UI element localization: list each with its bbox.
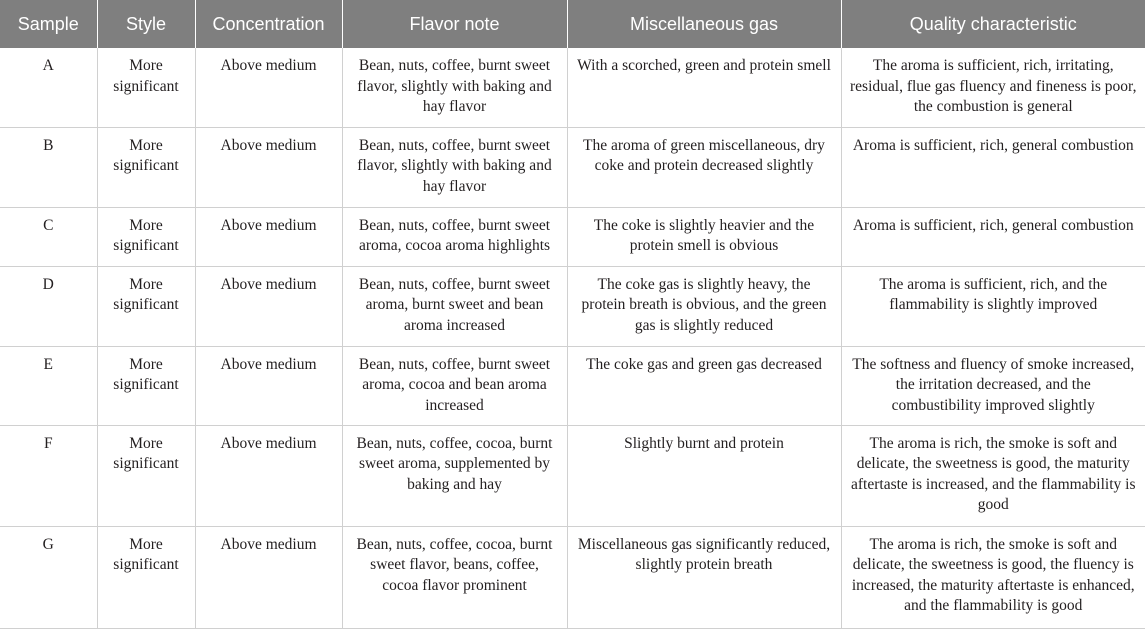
table-row bbox=[0, 48, 1145, 127]
cell-concentration: Above medium bbox=[195, 48, 342, 127]
cell-concentration: Above medium bbox=[195, 425, 342, 526]
cell-style: More significant bbox=[97, 425, 195, 526]
header-miscellaneous-gas: Miscellaneous gas bbox=[567, 0, 841, 48]
cell-miscellaneous-gas: Miscellaneous gas significantly reduced, slightly protein breath bbox=[567, 526, 841, 628]
table-row bbox=[0, 207, 1145, 266]
cell-flavor-note: Bean, nuts, coffee, burnt sweet aroma, burnt sweet and bean aroma increased bbox=[342, 266, 567, 346]
cell-quality-characteristic: Aroma is sufficient, rich, general combustion bbox=[841, 127, 1145, 207]
cell-sample: B bbox=[0, 127, 97, 207]
cell-miscellaneous-gas: Slightly burnt and protein bbox=[567, 425, 841, 526]
cell-miscellaneous-gas: The coke gas and green gas decreased bbox=[567, 346, 841, 425]
cell-concentration: Above medium bbox=[195, 127, 342, 207]
header-flavor-note: Flavor note bbox=[342, 0, 567, 48]
cell-style: More significant bbox=[97, 127, 195, 207]
cell-style: More significant bbox=[97, 266, 195, 346]
cell-flavor-note: Bean, nuts, coffee, cocoa, burnt sweet aroma, supplemented by baking and hay bbox=[342, 425, 567, 526]
table-row bbox=[0, 266, 1145, 346]
header-style: Style bbox=[97, 0, 195, 48]
table-header bbox=[0, 0, 1145, 48]
cell-miscellaneous-gas: The aroma of green miscellaneous, dry coke and protein decreased slightly bbox=[567, 127, 841, 207]
cell-flavor-note: Bean, nuts, coffee, burnt sweet aroma, cocoa and bean aroma increased bbox=[342, 346, 567, 425]
cell-concentration: Above medium bbox=[195, 207, 342, 266]
table-row bbox=[0, 346, 1145, 425]
cell-flavor-note: Bean, nuts, coffee, burnt sweet flavor, slightly with baking and hay flavor bbox=[342, 48, 567, 127]
cell-concentration: Above medium bbox=[195, 266, 342, 346]
cell-quality-characteristic: The aroma is rich, the smoke is soft and delicate, the sweetness is good, the maturity aftertaste is increased, and the flammability is good bbox=[841, 425, 1145, 526]
cell-sample: E bbox=[0, 346, 97, 425]
cell-miscellaneous-gas: The coke is slightly heavier and the protein smell is obvious bbox=[567, 207, 841, 266]
cell-sample: A bbox=[0, 48, 97, 127]
header-quality-characteristic: Quality characteristic bbox=[841, 0, 1145, 48]
cell-sample: G bbox=[0, 526, 97, 628]
cell-quality-characteristic: The aroma is sufficient, rich, irritating, residual, flue gas fluency and fineness is poor, the combustion is general bbox=[841, 48, 1145, 127]
cell-sample: F bbox=[0, 425, 97, 526]
header-sample: Sample bbox=[0, 0, 97, 48]
cell-quality-characteristic: The softness and fluency of smoke increased, the irritation decreased, and the combustibility improved slightly bbox=[841, 346, 1145, 425]
cell-flavor-note: Bean, nuts, coffee, burnt sweet flavor, slightly with baking and hay flavor bbox=[342, 127, 567, 207]
table-row bbox=[0, 425, 1145, 526]
cell-concentration: Above medium bbox=[195, 526, 342, 628]
table-row bbox=[0, 526, 1145, 628]
cell-sample: D bbox=[0, 266, 97, 346]
cell-quality-characteristic: The aroma is rich, the smoke is soft and delicate, the sweetness is good, the fluency is increased, the maturity aftertaste is enhanced, and the flammability is good bbox=[841, 526, 1145, 628]
cell-style: More significant bbox=[97, 207, 195, 266]
cell-concentration: Above medium bbox=[195, 346, 342, 425]
cell-style: More significant bbox=[97, 346, 195, 425]
cell-sample: C bbox=[0, 207, 97, 266]
cell-style: More significant bbox=[97, 48, 195, 127]
cell-quality-characteristic: Aroma is sufficient, rich, general combustion bbox=[841, 207, 1145, 266]
cell-flavor-note: Bean, nuts, coffee, burnt sweet aroma, cocoa aroma highlights bbox=[342, 207, 567, 266]
cell-style: More significant bbox=[97, 526, 195, 628]
header-concentration: Concentration bbox=[195, 0, 342, 48]
table-row bbox=[0, 127, 1145, 207]
header-row bbox=[0, 0, 1145, 48]
cell-miscellaneous-gas: The coke gas is slightly heavy, the protein breath is obvious, and the green gas is slightly reduced bbox=[567, 266, 841, 346]
table-body bbox=[0, 48, 1145, 628]
cell-quality-characteristic: The aroma is sufficient, rich, and the flammability is slightly improved bbox=[841, 266, 1145, 346]
cell-miscellaneous-gas: With a scorched, green and protein smell bbox=[567, 48, 841, 127]
cell-flavor-note: Bean, nuts, coffee, cocoa, burnt sweet flavor, beans, coffee, cocoa flavor prominent bbox=[342, 526, 567, 628]
